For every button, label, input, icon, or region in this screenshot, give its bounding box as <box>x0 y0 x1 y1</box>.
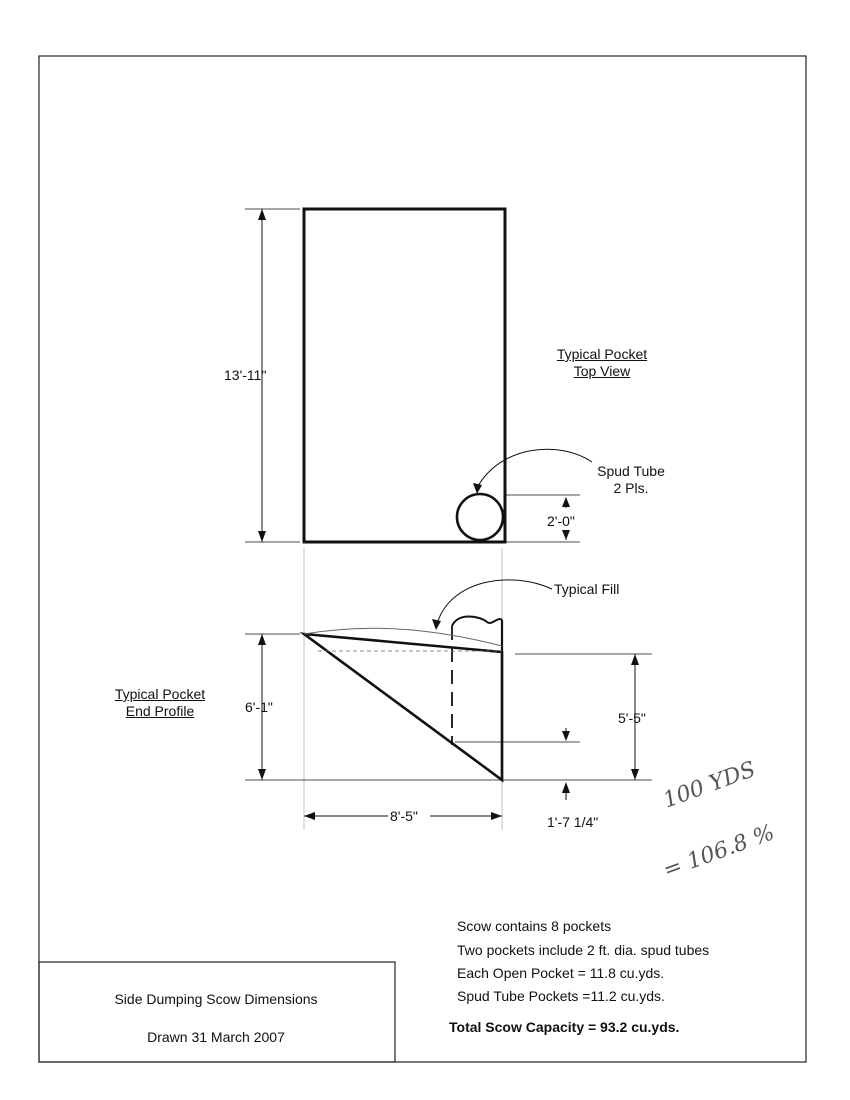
sheet-border <box>39 56 806 1062</box>
pocket-top-outline <box>304 209 505 542</box>
title-block-title: Side Dumping Scow Dimensions <box>114 991 318 1007</box>
spud-tube-circle <box>457 494 503 540</box>
top-view-title <box>538 346 666 380</box>
pocket-profile-outline <box>304 634 502 780</box>
spud-tube-leader <box>477 449 592 488</box>
end-profile-title-line1: Typical Pocket <box>114 686 206 702</box>
end-profile-title <box>96 686 224 720</box>
title-block-frame <box>39 962 395 1062</box>
spud-tube-label <box>584 463 678 497</box>
typical-fill-label: Typical Fill <box>554 581 620 597</box>
end-profile-title-line2: End Profile <box>125 703 195 719</box>
end-profile-drawing <box>245 580 652 820</box>
spud-tube-label-line2: 2 Pls. <box>613 480 649 496</box>
typical-fill-leader <box>437 580 552 624</box>
note-open-pocket: Each Open Pocket = 11.8 cu.yds. <box>457 965 665 981</box>
dim-length-label: 13'-11" <box>224 367 267 383</box>
note-pocket-count: Scow contains 8 pockets <box>457 918 612 934</box>
title-block-date: Drawn 31 March 2007 <box>147 1029 285 1045</box>
spud-tube-label-line1: Spud Tube <box>597 463 665 479</box>
dim-spud-offset-label: 2'-0" <box>547 513 575 529</box>
dim-bottom-label: 1'-7 1/4" <box>547 814 599 830</box>
note-spud-tubes: Two pockets include 2 ft. dia. spud tubes <box>457 942 710 958</box>
handwritten-note-line2: = 106.8 % <box>660 820 778 884</box>
handwritten-note-line1: 100 YDS <box>660 757 759 814</box>
top-view-title-line2: Top View <box>573 363 631 379</box>
dim-inner-height-label: 5'-5" <box>618 710 646 726</box>
spud-tube-profile <box>452 617 502 627</box>
top-view-title-line1: Typical Pocket <box>556 346 648 362</box>
note-spud-pocket: Spud Tube Pockets =11.2 cu.yds. <box>457 988 665 1004</box>
note-total-capacity: Total Scow Capacity = 93.2 cu.yds. <box>449 1019 680 1035</box>
dim-height-label: 6'-1" <box>245 699 273 715</box>
dim-width-label: 8'-5" <box>390 808 418 824</box>
